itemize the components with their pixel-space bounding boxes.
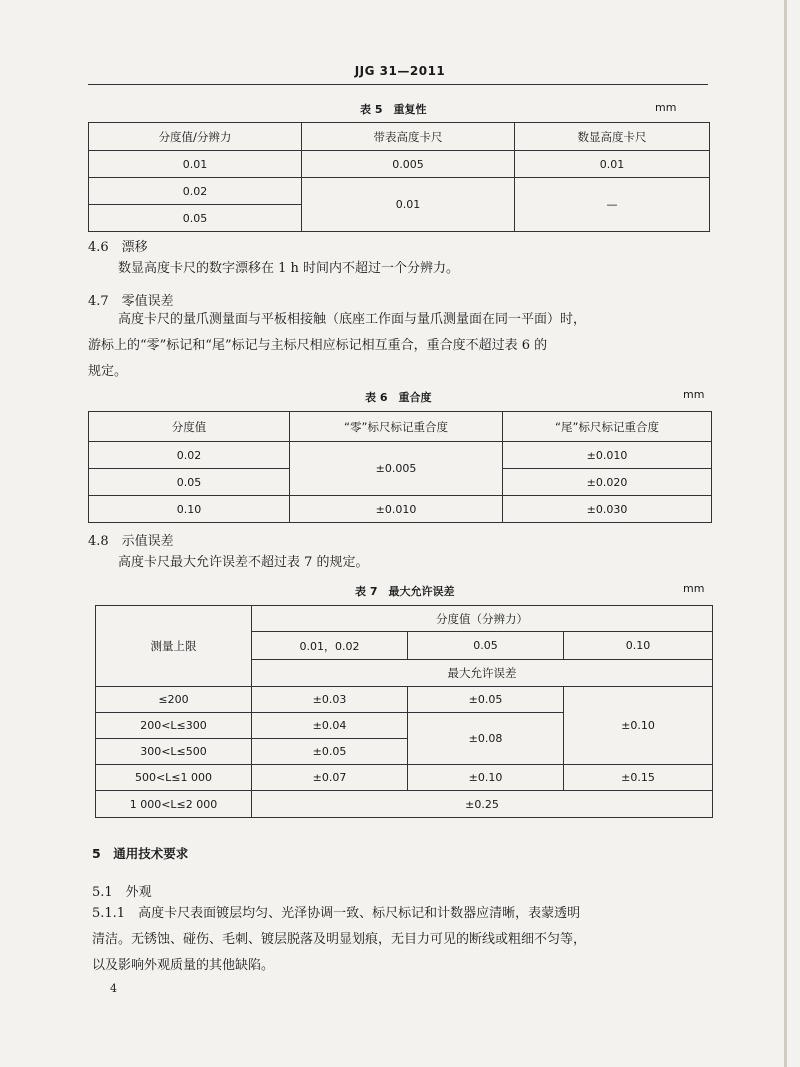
t5-cell: 0.01 [89,151,302,178]
t5-header-dial: 带表高度卡尺 [302,123,515,151]
t7-header-limit: 测量上限 [96,606,252,687]
table5-caption: 表 5 重复性 [360,103,427,116]
section-4-7-line3: 规定。 [88,364,128,379]
t5-cell: 0.05 [89,205,302,232]
section-4-6-heading: 4.6 漂移 [88,240,148,255]
table6-unit: mm [683,388,705,401]
t6-header-zero: “零”标尺标记重合度 [290,412,503,442]
t6-cell: ±0.030 [503,496,712,523]
section-4-8-text: 高度卡尺最大允许误差不超过表 7 的规定。 [118,555,369,570]
section-5-1-heading: 5.1 外观 [92,885,152,900]
t7-range: 1 000<L≤2 000 [96,791,252,818]
t7-cell: ±0.08 [408,713,564,765]
section-5-1-1-line3: 以及影响外观质量的其他缺陷。 [92,958,275,973]
t5-cell: 0.02 [89,178,302,205]
section-5-1-1-line1: 5.1.1 高度卡尺表面镀层均匀、光泽协调一致、标尺标记和计数器应清晰，表蒙透明 [92,906,581,921]
t7-range: ≤200 [96,687,252,713]
t5-cell: — [515,178,710,232]
section-4-7-heading: 4.7 零值误差 [88,294,174,309]
t5-header-div: 分度值/分辨力 [89,123,302,151]
table6-caption: 表 6 重合度 [365,391,432,404]
t6-cell: ±0.020 [503,469,712,496]
table5-unit: mm [655,101,677,114]
t5-cell: 0.01 [515,151,710,178]
table7-unit: mm [683,582,705,595]
t7-cell: ±0.10 [408,765,564,791]
t7-cell: ±0.07 [252,765,408,791]
t7-range: 300<L≤500 [96,739,252,765]
t7-cell: ±0.10 [564,687,713,765]
section-4-6-text: 数显高度卡尺的数字漂移在 1 h 时间内不超过一个分辨力。 [118,261,460,276]
t7-col-2: 0.05 [408,632,564,660]
header-rule [88,84,708,85]
t7-col-1: 0.01，0.02 [252,632,408,660]
t7-cell: ±0.15 [564,765,713,791]
t5-cell: 0.005 [302,151,515,178]
t6-cell: 0.10 [89,496,290,523]
t7-cell: ±0.03 [252,687,408,713]
t6-cell: 0.05 [89,469,290,496]
section-4-7-line2: 游标上的“零”标记和“尾”标记与主标尺相应标记相互重合，重合度不超过表 6 的 [88,338,548,353]
section-5-heading: 5 通用技术要求 [92,846,189,861]
table6 [88,411,712,523]
section-4-8-heading: 4.8 示值误差 [88,534,174,549]
t7-cell: ±0.04 [252,713,408,739]
page-header: JJG 31—2011 [354,64,446,78]
t6-cell: 0.02 [89,442,290,469]
section-5-1-1-line2: 清洁。无锈蚀、碰伤、毛刺、镀层脱落及明显划痕，无目力可见的断线或粗细不匀等， [92,932,587,947]
t7-range: 500<L≤1 000 [96,765,252,791]
table5 [88,122,710,232]
t6-header-tail: “尾”标尺标记重合度 [503,412,712,442]
t5-header-digital: 数显高度卡尺 [515,123,710,151]
section-4-7-line1: 高度卡尺的量爪测量面与平板相接触（底座工作面与量爪测量面在同一平面）时， [118,312,587,327]
t7-cell: ±0.05 [408,687,564,713]
t7-cell: ±0.25 [252,791,713,818]
table7-caption: 表 7 最大允许误差 [355,585,455,598]
t7-header-mpe: 最大允许误差 [252,660,713,687]
page-edge-shadow [784,0,787,1067]
t7-col-3: 0.10 [564,632,713,660]
t6-cell: ±0.010 [290,496,503,523]
t7-range: 200<L≤300 [96,713,252,739]
t7-cell: ±0.05 [252,739,408,765]
table7 [95,605,713,818]
t5-cell: 0.01 [302,178,515,232]
t6-header-div: 分度值 [89,412,290,442]
t7-header-div: 分度值（分辨力） [252,606,713,632]
page-number: 4 [110,982,117,995]
t6-cell: ±0.010 [503,442,712,469]
t6-cell: ±0.005 [290,442,503,496]
